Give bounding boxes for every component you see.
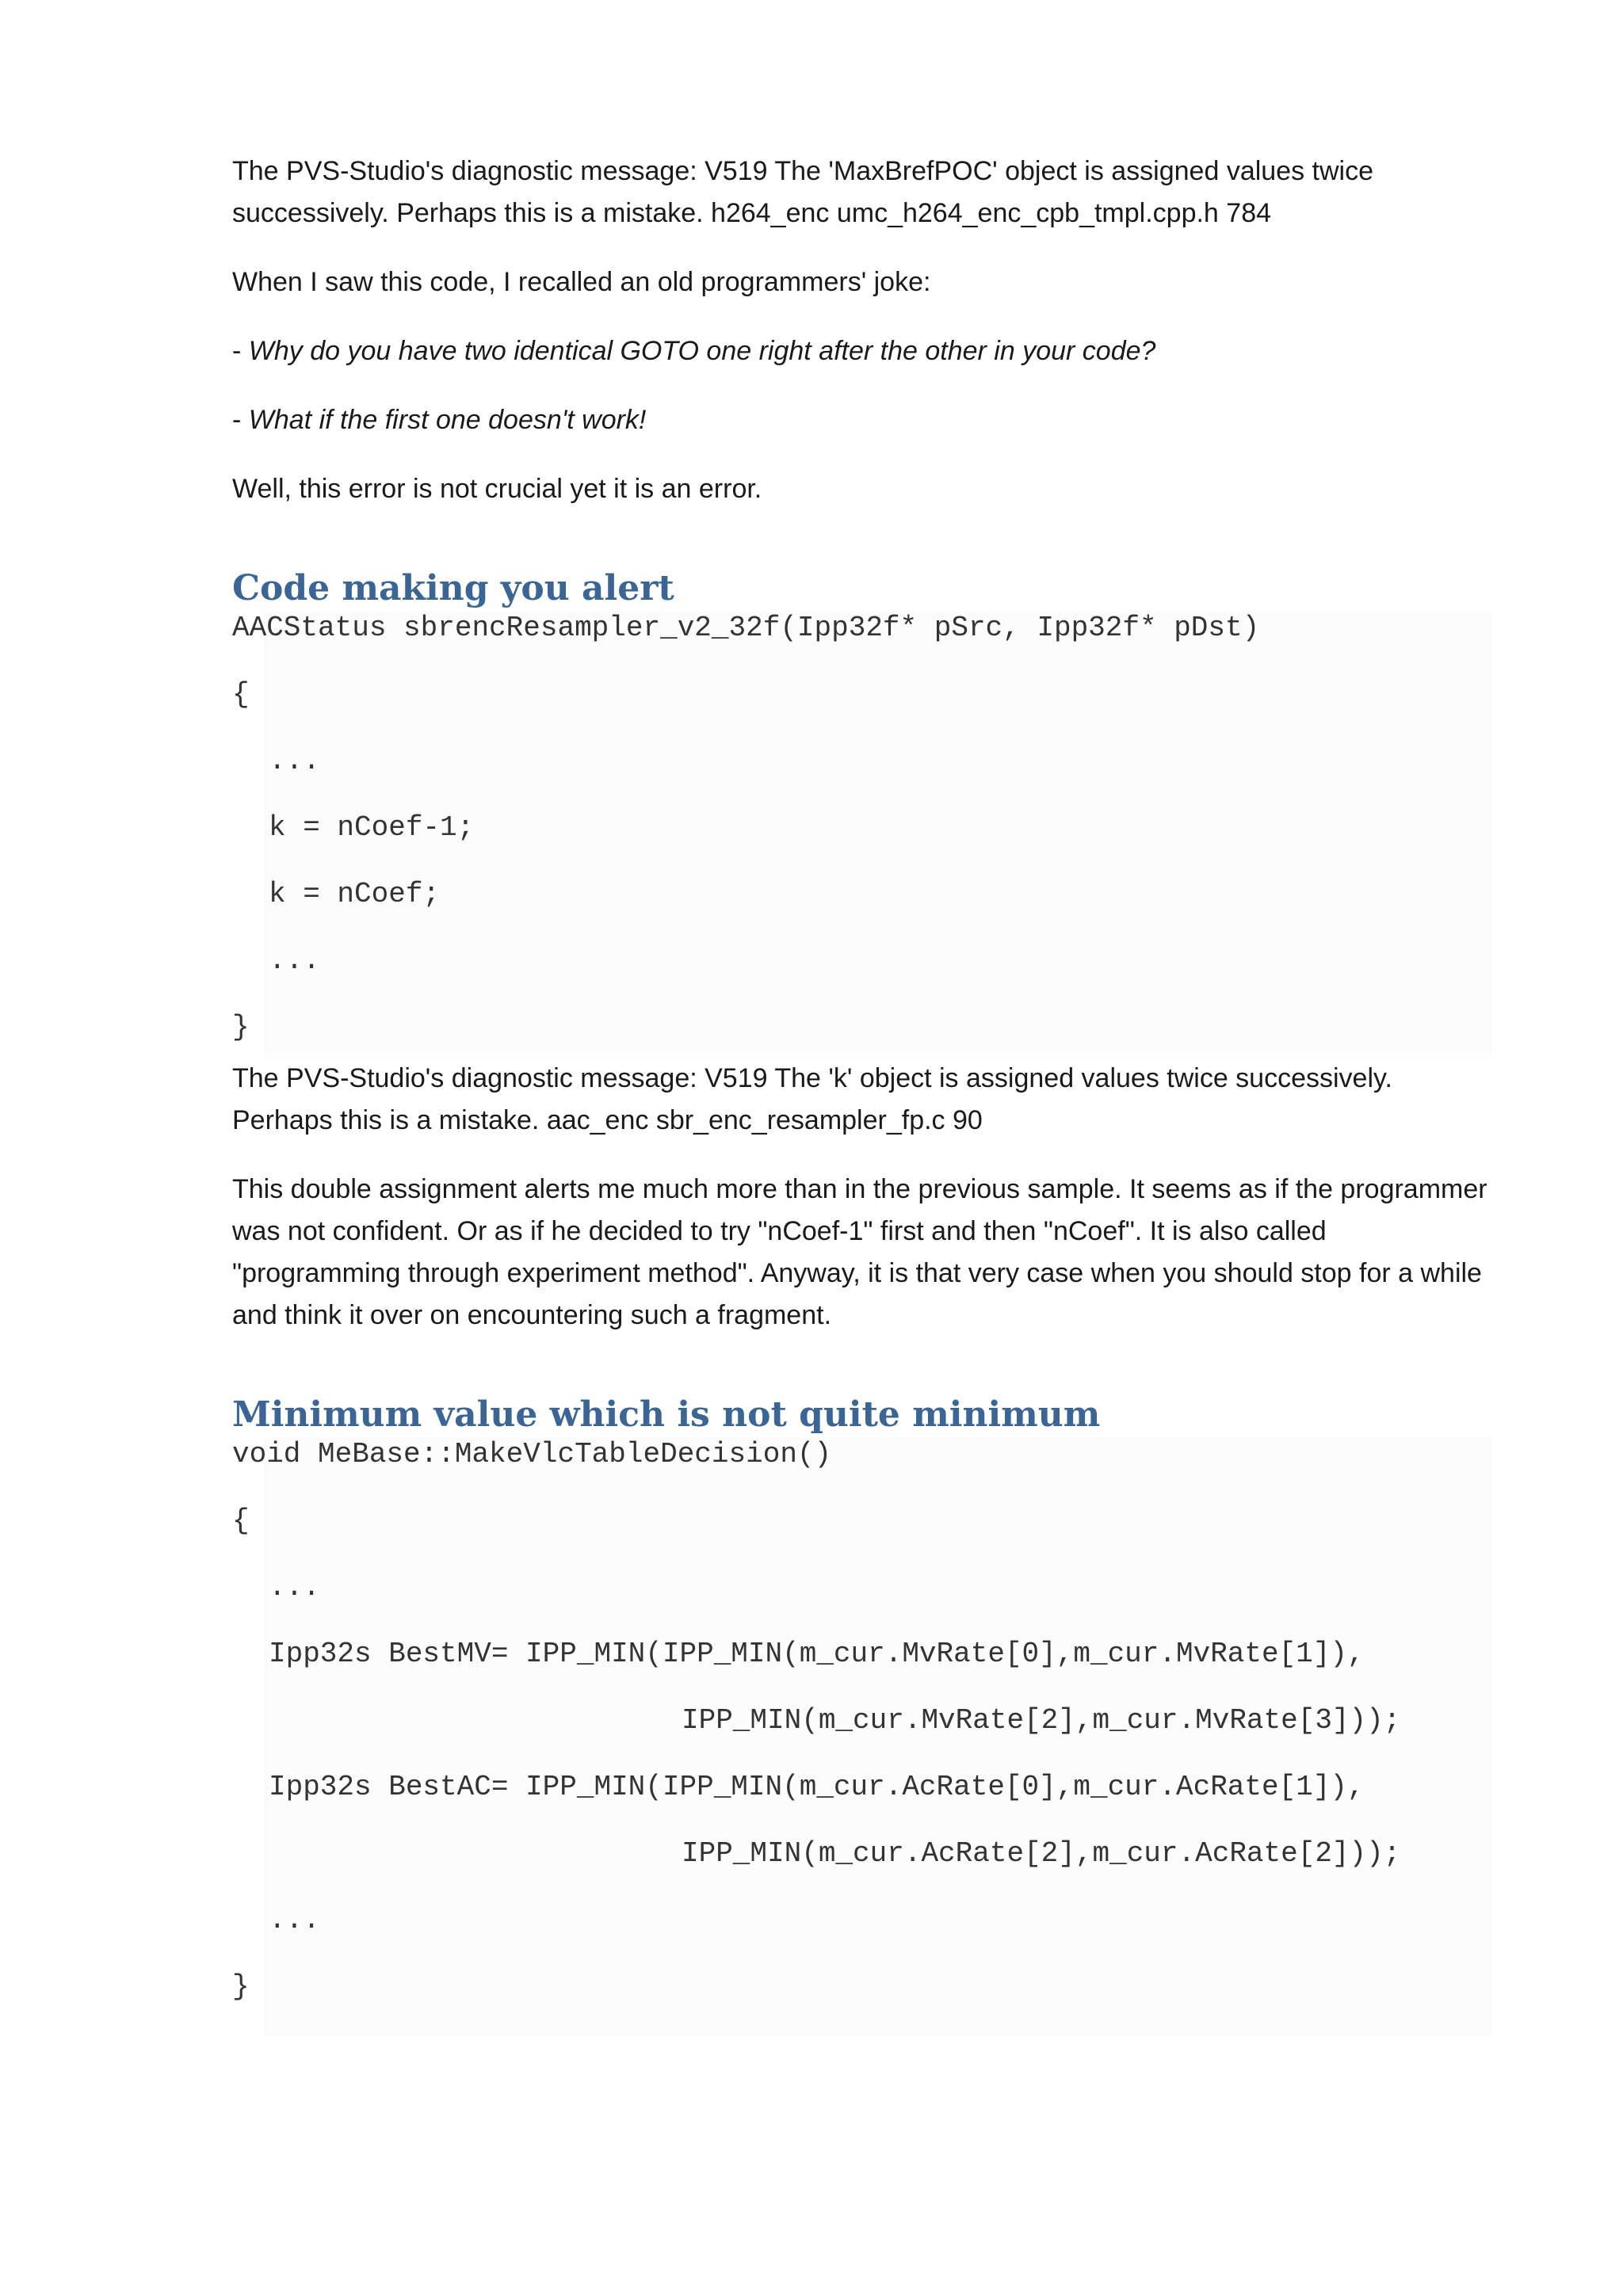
code-line: ... [269,944,320,977]
diagnostic-message-maxbrefpoc: The PVS-Studio's diagnostic message: V519 The 'MaxBrefPOC' object is assigned values twice successively. Perhaps this is a mistake. h264_enc umc_h264_enc_cpb_tmpl.cpp.h 784 [232,156,1374,228]
code-line: { [232,1505,250,1537]
joke-question-text: Why do you have two identical GOTO one right after the other in your code? [248,336,1156,366]
document-page [232,151,1492,2036]
section-heading-minimum-value: Minimum value which is not quite minimum [232,1394,1101,1435]
code-line: IPP_MIN(m_cur.AcRate[2],m_cur.AcRate[2])); [682,1837,1401,1870]
joke-answer [232,399,1492,441]
error-note: Well, this error is not crucial yet it is an error. [232,474,762,504]
code-line: k = nCoef; [269,878,441,910]
code-line: ... [269,1571,320,1604]
code-line: Ipp32s BestMV= IPP_MIN(IPP_MIN(m_cur.MvRate[0],m_cur.MvRate[1]), [269,1638,1365,1670]
joke-answer-text: What if the first one doesn't work! [248,405,647,435]
code-block-resampler [232,611,1492,1058]
double-assignment-commentary: This double assignment alerts me much more than in the previous sample. It seems as if the programmer was not confident. Or as if he decided to try "nCoef-1" first and then "nCoef". It is also called "programming through experiment method". Anyway, it is that very case when you should stop for a while and think it over on encountering such a fragment. [232,1174,1487,1330]
section-heading-code-making-you-alert: Code making you alert [232,568,674,608]
code-line: IPP_MIN(m_cur.MvRate[2],m_cur.MvRate[3])); [682,1704,1401,1737]
joke-answer-dash: - [232,405,249,435]
code-line: } [232,1011,250,1043]
code-line: } [232,1970,250,2003]
code-line: ... [269,1904,320,1936]
code-line: AACStatus sbrencResampler_v2_32f(Ipp32f* pSrc, Ipp32f* pDst) [232,612,1260,644]
code-line: k = nCoef-1; [269,811,475,844]
code-block-vlc-table [232,1437,1492,2036]
code-line: Ipp32s BestAC= IPP_MIN(IPP_MIN(m_cur.AcRate[0],m_cur.AcRate[1]), [269,1771,1365,1803]
joke-question-dash: - [232,336,249,366]
diagnostic-message-k: The PVS-Studio's diagnostic message: V519 The 'k' object is assigned values twice successively. Perhaps this is a mistake. aac_enc sbr_enc_resampler_fp.c 90 [232,1063,1392,1135]
code-line: ... [269,745,320,777]
joke-question [232,330,1492,372]
code-line: void MeBase::MakeVlcTableDecision() [232,1438,832,1470]
code-line: { [232,678,250,711]
joke-intro: When I saw this code, I recalled an old programmers' joke: [232,267,931,297]
